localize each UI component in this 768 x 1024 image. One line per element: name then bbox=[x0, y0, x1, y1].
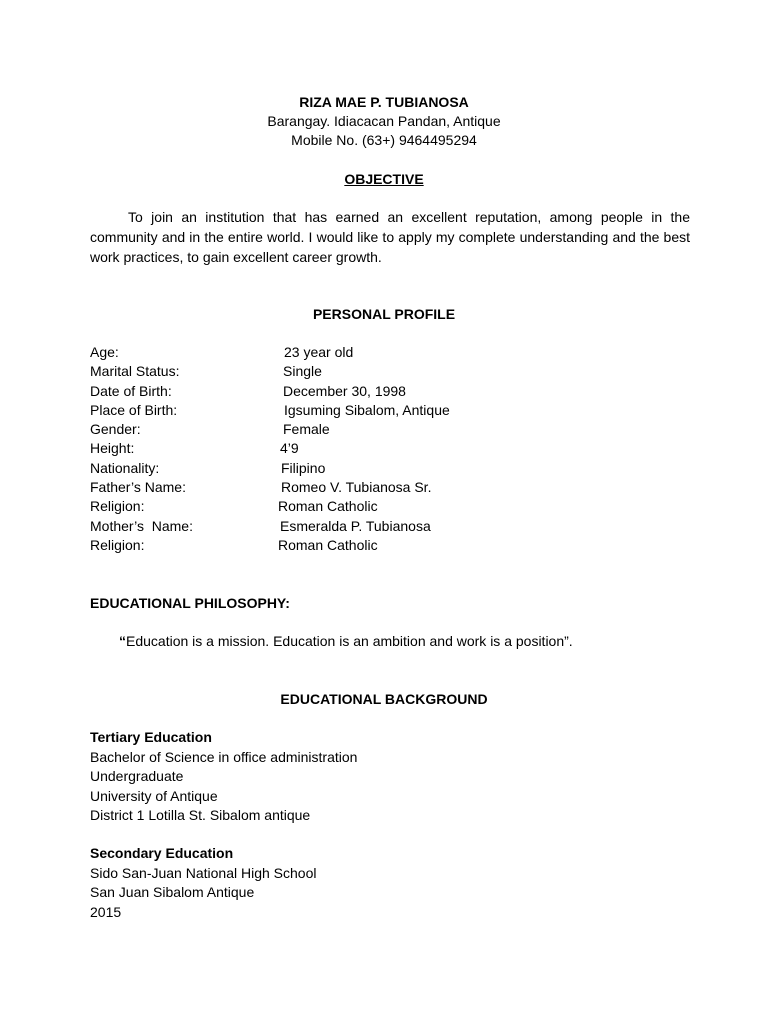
educational-philosophy-heading: EDUCATIONAL PHILOSOPHY: bbox=[90, 595, 290, 611]
profile-row-nationality bbox=[90, 459, 690, 478]
profile-value: Female bbox=[283, 421, 330, 438]
secondary-school: Sido San-Juan National High School bbox=[90, 864, 317, 881]
profile-value: 23 year old bbox=[284, 344, 354, 360]
profile-row-height bbox=[90, 439, 690, 458]
secondary-address: San Juan Sibalom Antique bbox=[90, 884, 255, 900]
profile-row-age bbox=[90, 343, 690, 362]
applicant-address: Barangay. Idiacacan Pandan, Antique bbox=[267, 113, 501, 129]
profile-label: Place of Birth: bbox=[90, 401, 178, 418]
profile-value: Roman Catholic bbox=[278, 498, 378, 515]
tertiary-course: Bachelor of Science in office administration bbox=[90, 748, 358, 765]
profile-value: Roman Catholic bbox=[278, 536, 378, 553]
profile-label: Marital Status: bbox=[90, 363, 180, 380]
secondary-education-section bbox=[90, 844, 316, 922]
profile-row-fathers-name bbox=[90, 478, 690, 497]
profile-value: December 30, 1998 bbox=[283, 382, 406, 399]
tertiary-status: Undergraduate bbox=[90, 768, 184, 784]
tertiary-address: District 1 Lotilla St. Sibalom antique bbox=[90, 807, 311, 823]
profile-label: Nationality: bbox=[90, 459, 160, 476]
profile-value: Filipino bbox=[281, 459, 326, 476]
profile-row-religion bbox=[90, 497, 690, 516]
profile-row-religion-2 bbox=[90, 536, 690, 555]
tertiary-education-section bbox=[90, 728, 357, 826]
secondary-year: 2015 bbox=[90, 903, 122, 920]
philosophy-quote-text: Education is a mission. Education is an ambition and work is a position”. bbox=[126, 633, 573, 649]
profile-row-place-of-birth bbox=[90, 401, 690, 420]
profile-label: Gender: bbox=[90, 421, 141, 438]
personal-profile-heading: PERSONAL PROFILE bbox=[312, 306, 456, 322]
objective-heading: OBJECTIVE bbox=[344, 171, 424, 187]
profile-label: Mother’s Name: bbox=[90, 517, 193, 534]
profile-value: Esmeralda P. Tubianosa bbox=[280, 517, 431, 534]
objective-text: To join an institution that has earned an excellent reputation, among people in the community and in the entire world. I would like to apply my complete understanding and the best work practices, to gain excellent career growth. bbox=[90, 209, 690, 265]
profile-label: Religion: bbox=[90, 536, 145, 553]
profile-value: Single bbox=[283, 363, 322, 380]
profile-label: Religion: bbox=[90, 498, 145, 515]
tertiary-school: University of Antique bbox=[90, 787, 218, 804]
profile-label: Father’s Name: bbox=[90, 479, 186, 496]
profile-label: Date of Birth: bbox=[90, 382, 172, 399]
philosophy-quote bbox=[119, 632, 573, 651]
open-quote-mark: “ bbox=[119, 633, 126, 649]
profile-row-date-of-birth bbox=[90, 382, 690, 401]
profile-label: Height: bbox=[90, 440, 135, 457]
educational-background-heading: EDUCATIONAL BACKGROUND bbox=[280, 691, 488, 707]
tertiary-education-title: Tertiary Education bbox=[90, 729, 212, 745]
secondary-education-title: Secondary Education bbox=[90, 845, 234, 861]
profile-row-marital-status bbox=[90, 362, 690, 381]
profile-row-mothers-name bbox=[90, 517, 690, 536]
profile-value: Romeo V. Tubianosa Sr. bbox=[281, 479, 432, 496]
applicant-mobile: Mobile No. (63+) 9464495294 bbox=[291, 132, 477, 148]
profile-value: Igsuming Sibalom, Antique bbox=[284, 401, 450, 418]
profile-value: 4’9 bbox=[280, 440, 299, 457]
profile-label: Age: bbox=[90, 344, 119, 360]
applicant-name: RIZA MAE P. TUBIANOSA bbox=[299, 94, 469, 110]
personal-profile-list bbox=[90, 343, 690, 555]
profile-row-gender bbox=[90, 420, 690, 439]
